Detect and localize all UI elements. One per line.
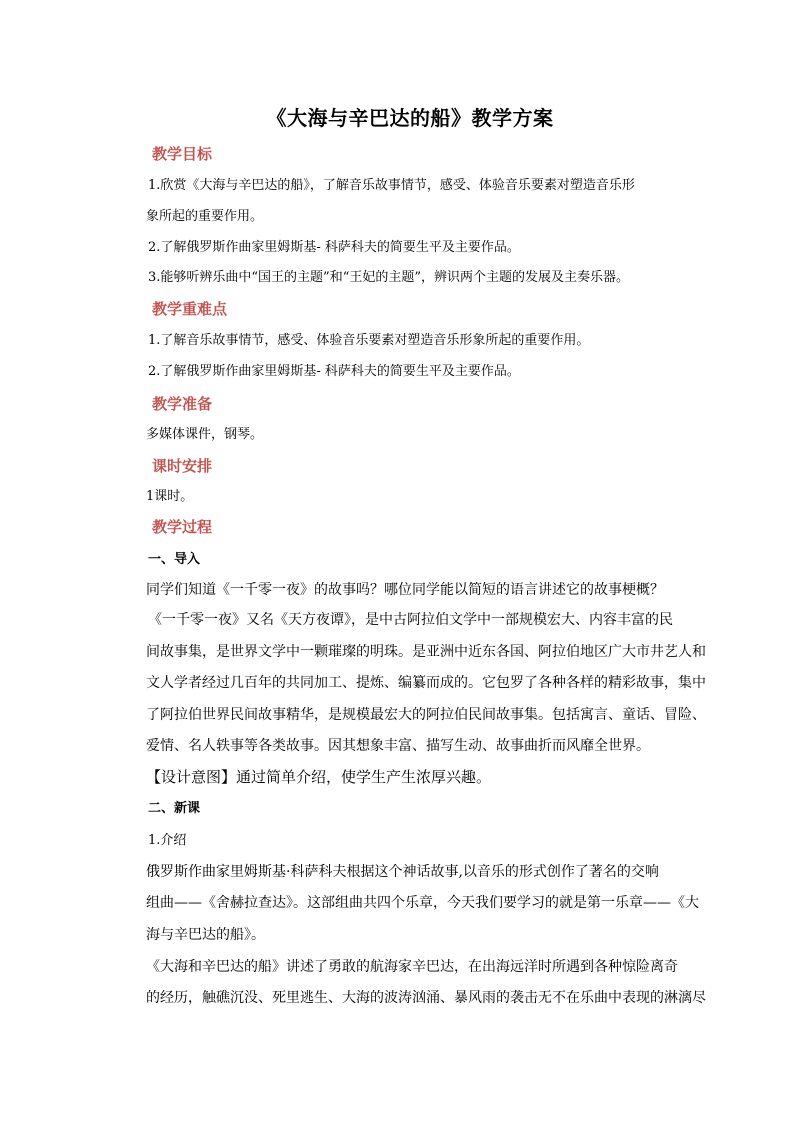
goal-item-1-cont: 象所起的重要作用。 xyxy=(146,209,264,224)
design-intent: 【设计意图】通过简单介绍，使学生产生浓厚兴趣。 xyxy=(146,768,492,786)
goal-item-2: 2.了解俄罗斯作曲家里姆斯基- 科萨科夫的简要生平及主要作品。 xyxy=(148,240,520,255)
new-lesson-line-5: 的经历，触礁沉没、死里逃生、大海的波涛汹涌、暴风雨的袭击无不在乐曲中表现的淋漓尽 xyxy=(146,990,706,1006)
preparation-text: 多媒体课件，钢琴。 xyxy=(146,427,264,442)
section-heading-schedule: 课时安排 xyxy=(152,457,213,475)
intro-line-1: 同学们知道《一千零一夜》的故事吗？哪位同学能以简短的语言讲述它的故事梗概？ xyxy=(146,582,664,598)
intro-line-6: 爱情、名人轶事等各类故事。因其想象丰富、描写生动、故事曲折而风靡全世界。 xyxy=(146,738,650,754)
intro-line-2: 《一千零一夜》又名《天方夜谭》，是中古阿拉伯文学中一部规模宏大、内容丰富的民 xyxy=(148,612,673,628)
section-heading-process: 教学过程 xyxy=(152,518,213,536)
intro-line-5: 了阿拉伯世界民间故事精华，是规模最宏大的阿拉伯民间故事集。包括寓言、童话、冒险、 xyxy=(146,707,706,723)
section-heading-key-points: 教学重难点 xyxy=(152,300,228,318)
key-point-item-2: 2.了解俄罗斯作曲家里姆斯基- 科萨科夫的简要生平及主要作品。 xyxy=(148,364,520,379)
new-lesson-line-3: 海与辛巴达的船》。 xyxy=(146,927,265,943)
goal-item-3: 3.能够听辨乐曲中“国王的主题”和“王妃的主题”，辨识两个主题的发展及主奏乐器。 xyxy=(148,270,629,285)
intro-line-4: 文人学者经过几百年的共同加工、提炼、编纂而成的。它包罗了各种各样的精彩故事，集中 xyxy=(146,675,706,691)
goal-item-1: 1.欣赏《大海与辛巴达的船》，了解音乐故事情节，感受、体验音乐要素对塑造音乐形 xyxy=(148,178,635,193)
sub-heading-intro: 一、导入 xyxy=(148,552,201,567)
key-point-item-1: 1.了解音乐故事情节，感受、体验音乐要素对塑造音乐形象所起的重要作用。 xyxy=(148,333,590,348)
section-heading-preparation: 教学准备 xyxy=(152,395,213,413)
document-title: 《大海与辛巴达的船》教学方案 xyxy=(266,106,554,130)
new-lesson-line-2: 组曲——《舍赫拉查达》。这部组曲共四个乐章，今天我们要学习的就是第一乐章——《大 xyxy=(146,895,699,911)
intro-line-3: 间故事集，是世界文学中一颗璀璨的明珠。是亚洲中近东各国、阿拉伯地区广大市井艺人和 xyxy=(146,644,706,660)
sub-heading-new-lesson: 二、新课 xyxy=(148,801,201,816)
new-lesson-line-1: 俄罗斯作曲家里姆斯基·科萨科夫根据这个神话故事,以音乐的形式创作了著名的交响 xyxy=(146,864,659,880)
schedule-text: 1课时。 xyxy=(146,489,194,504)
section-heading-goals: 教学目标 xyxy=(152,145,213,163)
new-lesson-line-4: 《大海和辛巴达的船》讲述了勇敢的航海家辛巴达，在出海远洋时所遇到各种惊险离奇 xyxy=(146,959,678,975)
sub-heading-introduction: 1.介绍 xyxy=(148,833,187,848)
